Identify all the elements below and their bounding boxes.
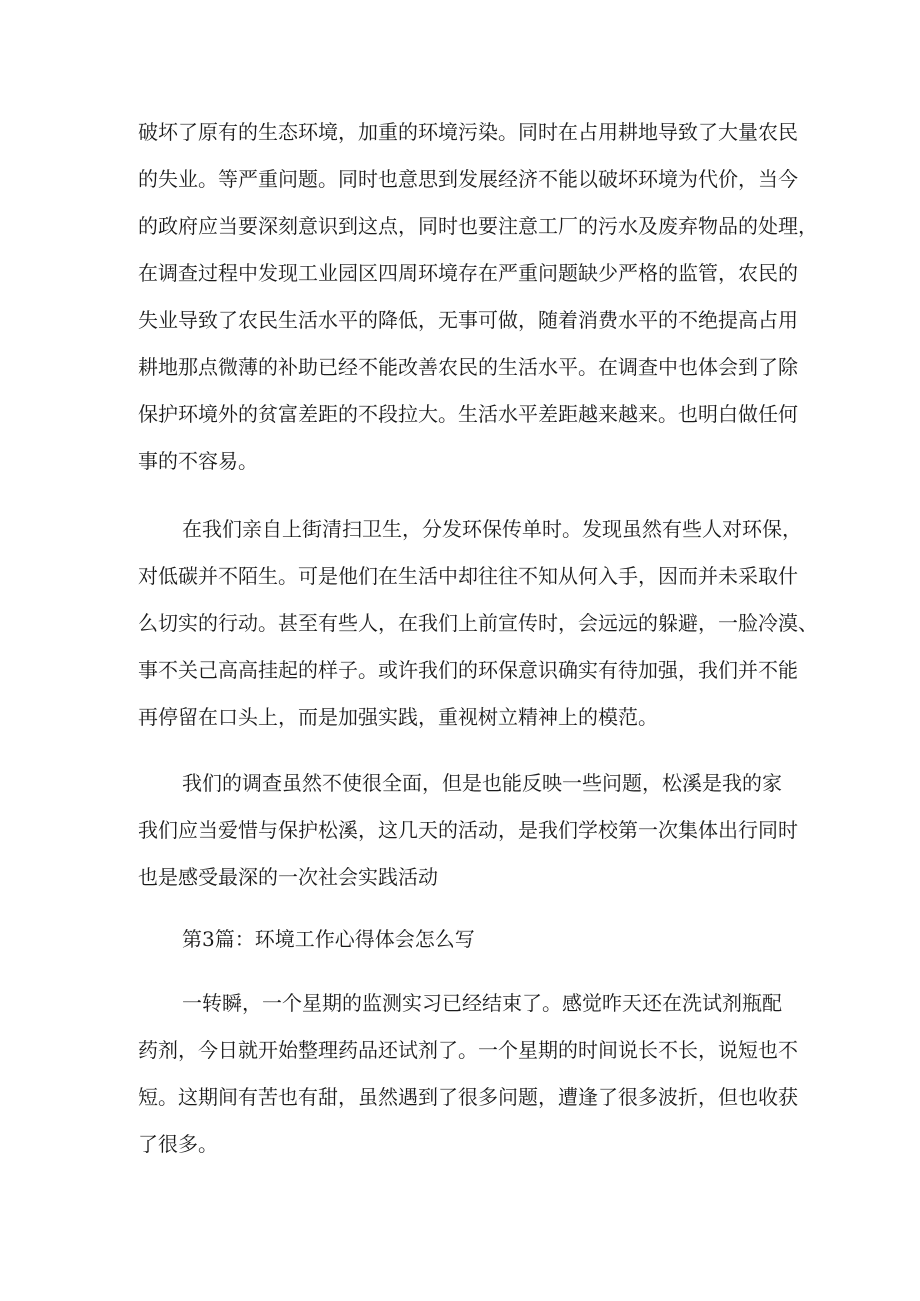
paragraph-2-line-2: 对低碳并不陌生。可是他们在生活中却往往不知从何入手，因而并未采取什	[138, 564, 798, 588]
paragraph-2-line-3: 么切实的行动。甚至有些人，在我们上前宣传时，会远远的躲避，一脸冷漠、	[138, 611, 818, 635]
paragraph-1-line-8: 事的不容易。	[138, 449, 258, 473]
paragraph-3-line-2: 我们应当爱惜与保护松溪，这几天的活动，是我们学校第一次集体出行同时	[138, 818, 798, 842]
paragraph-1-line-1: 破坏了原有的生态环境，加重的环境污染。同时在占用耕地导致了大量农民	[138, 120, 798, 144]
paragraph-2-line-1: 在我们亲自上街清扫卫生，分发环保传单时。发现虽然有些人对环保，	[182, 517, 802, 541]
paragraph-1-line-3: 的政府应当要深刻意识到这点，同时也要注意工厂的污水及废弃物品的处理，	[138, 214, 818, 238]
paragraph-1-line-4: 在调查过程中发现工业园区四周环境存在严重问题缺少严格的监管，农民的	[138, 261, 798, 285]
paragraph-1-line-7: 保护环境外的贫富差距的不段拉大。生活水平差距越来越来。也明白做任何	[138, 402, 798, 426]
paragraph-4-line-1: 一转瞬，一个星期的监测实习已经结束了。感觉昨天还在洗试剂瓶配	[182, 991, 782, 1015]
paragraph-4-line-3: 短。这期间有苦也有甜，虽然遇到了很多问题，遭逢了很多波折，但也收获	[138, 1085, 798, 1109]
paragraph-1-line-2: 的失业。等严重问题。同时也意思到发展经济不能以破坏环境为代价，当今	[138, 167, 798, 191]
paragraph-3-line-3: 也是感受最深的一次社会实践活动	[138, 865, 438, 889]
paragraph-1-line-6: 耕地那点微薄的补助已经不能改善农民的生活水平。在调查中也体会到了除	[138, 355, 798, 379]
paragraph-4-line-4: 了很多。	[138, 1132, 218, 1156]
paragraph-2-line-5: 再停留在口头上，而是加强实践，重视树立精神上的模范。	[138, 705, 658, 729]
paragraph-3-line-1: 我们的调查虽然不使很全面，但是也能反映一些问题，松溪是我的家	[182, 771, 782, 795]
paragraph-4-line-2: 药剂，今日就开始整理药品还试剂了。一个星期的时间说长不长，说短也不	[138, 1038, 798, 1062]
section-heading: 第3篇：环境工作心得体会怎么写	[182, 927, 475, 951]
paragraph-1-line-5: 失业导致了农民生活水平的降低，无事可做，随着消费水平的不绝提高占用	[138, 308, 798, 332]
paragraph-2-line-4: 事不关己高高挂起的样子。或许我们的环保意识确实有待加强，我们并不能	[138, 658, 798, 682]
